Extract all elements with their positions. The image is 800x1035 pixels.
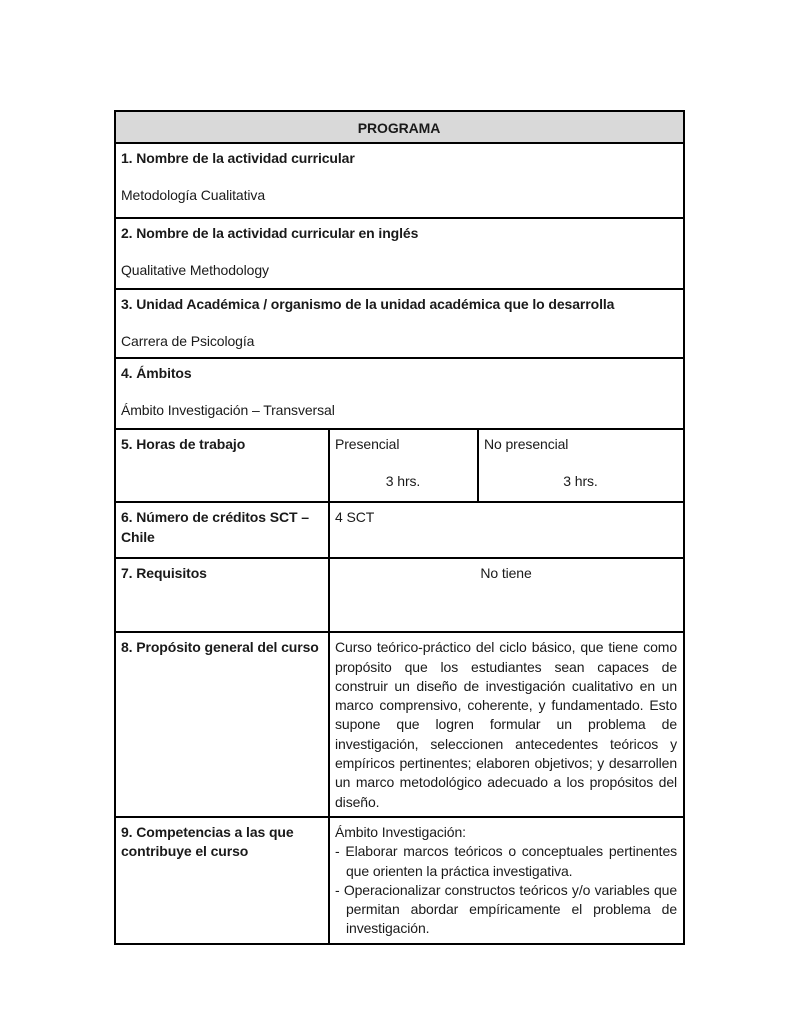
row-competencias-label: 9. Competencias a las que contribuye el curso — [121, 823, 294, 860]
no-presencial-label: No presencial — [484, 436, 569, 453]
row-nombre-value: Metodología Cualitativa — [121, 186, 266, 203]
cell-horas-label — [115, 429, 329, 502]
row-nombre-label: 1. Nombre de la actividad curricular — [121, 150, 355, 167]
competencias-intro: Ámbito Investigación: — [335, 823, 466, 840]
row-nombre-ingles-value: Qualitative Methodology — [121, 261, 269, 278]
presencial-value: 3 hrs. — [385, 472, 421, 489]
cell-requisitos-value — [329, 558, 684, 632]
row-requisitos-value: No tiene — [480, 565, 532, 582]
cell-nombre-curricular — [115, 143, 684, 218]
cell-proposito-label — [115, 632, 329, 817]
cell-competencias-label — [115, 817, 329, 944]
cell-competencias-value — [329, 817, 684, 944]
cell-horas-presencial — [329, 429, 478, 502]
row-unidad-value: Carrera de Psicología — [121, 332, 255, 349]
program-table — [114, 110, 685, 945]
row-horas-label: 5. Horas de trabajo — [121, 436, 246, 453]
row-proposito-label: 8. Propósito general del curso — [121, 639, 319, 656]
row-requisitos-label: 7. Requisitos — [121, 565, 207, 582]
row-creditos-label: 6. Número de créditos SCT – Chile — [121, 509, 309, 545]
cell-nombre-ingles — [115, 218, 684, 289]
presencial-label: Presencial — [335, 436, 400, 453]
row-ambitos-label: 4. Ámbitos — [121, 365, 192, 382]
cell-creditos-value — [329, 502, 684, 558]
row-ambitos-value: Ámbito Investigación – Transversal — [121, 401, 335, 418]
competencias-bullet-2: - Operacionalizar constructos teóricos y/o variables que permitan abordar empíricamente el problema de investigación. — [335, 881, 678, 937]
competencias-bullet-1: - Elaborar marcos teóricos o conceptuales pertinentes que orienten la práctica investigativa. — [335, 843, 678, 879]
cell-ambitos — [115, 358, 684, 429]
cell-horas-no-presencial — [478, 429, 684, 502]
table-header: PROGRAMA — [115, 111, 684, 143]
row-nombre-ingles-label: 2. Nombre de la actividad curricular en inglés — [121, 225, 419, 242]
cell-unidad-academica — [115, 289, 684, 358]
row-creditos-value: 4 SCT — [335, 509, 375, 526]
cell-proposito-value — [329, 632, 684, 817]
row-unidad-label: 3. Unidad Académica / organismo de la unidad académica que lo desarrolla — [121, 296, 615, 313]
row-proposito-value: Curso teórico-práctico del ciclo básico, que tiene como propósito que los estudiantes sean capaces de construir un diseño de investigación cualitativo en un marco comprensivo, coherente, y fundamentado. Esto supone que logren formular un problema de investigación, seleccionen antecedentes teóricos y empíricos pertinentes; elaboren objetivos; y desarrollen un marco metodológico adecuado a los propósitos del diseño. — [335, 639, 678, 810]
no-presencial-value: 3 hrs. — [563, 472, 598, 489]
cell-creditos-label — [115, 502, 329, 558]
cell-requisitos-label — [115, 558, 329, 632]
